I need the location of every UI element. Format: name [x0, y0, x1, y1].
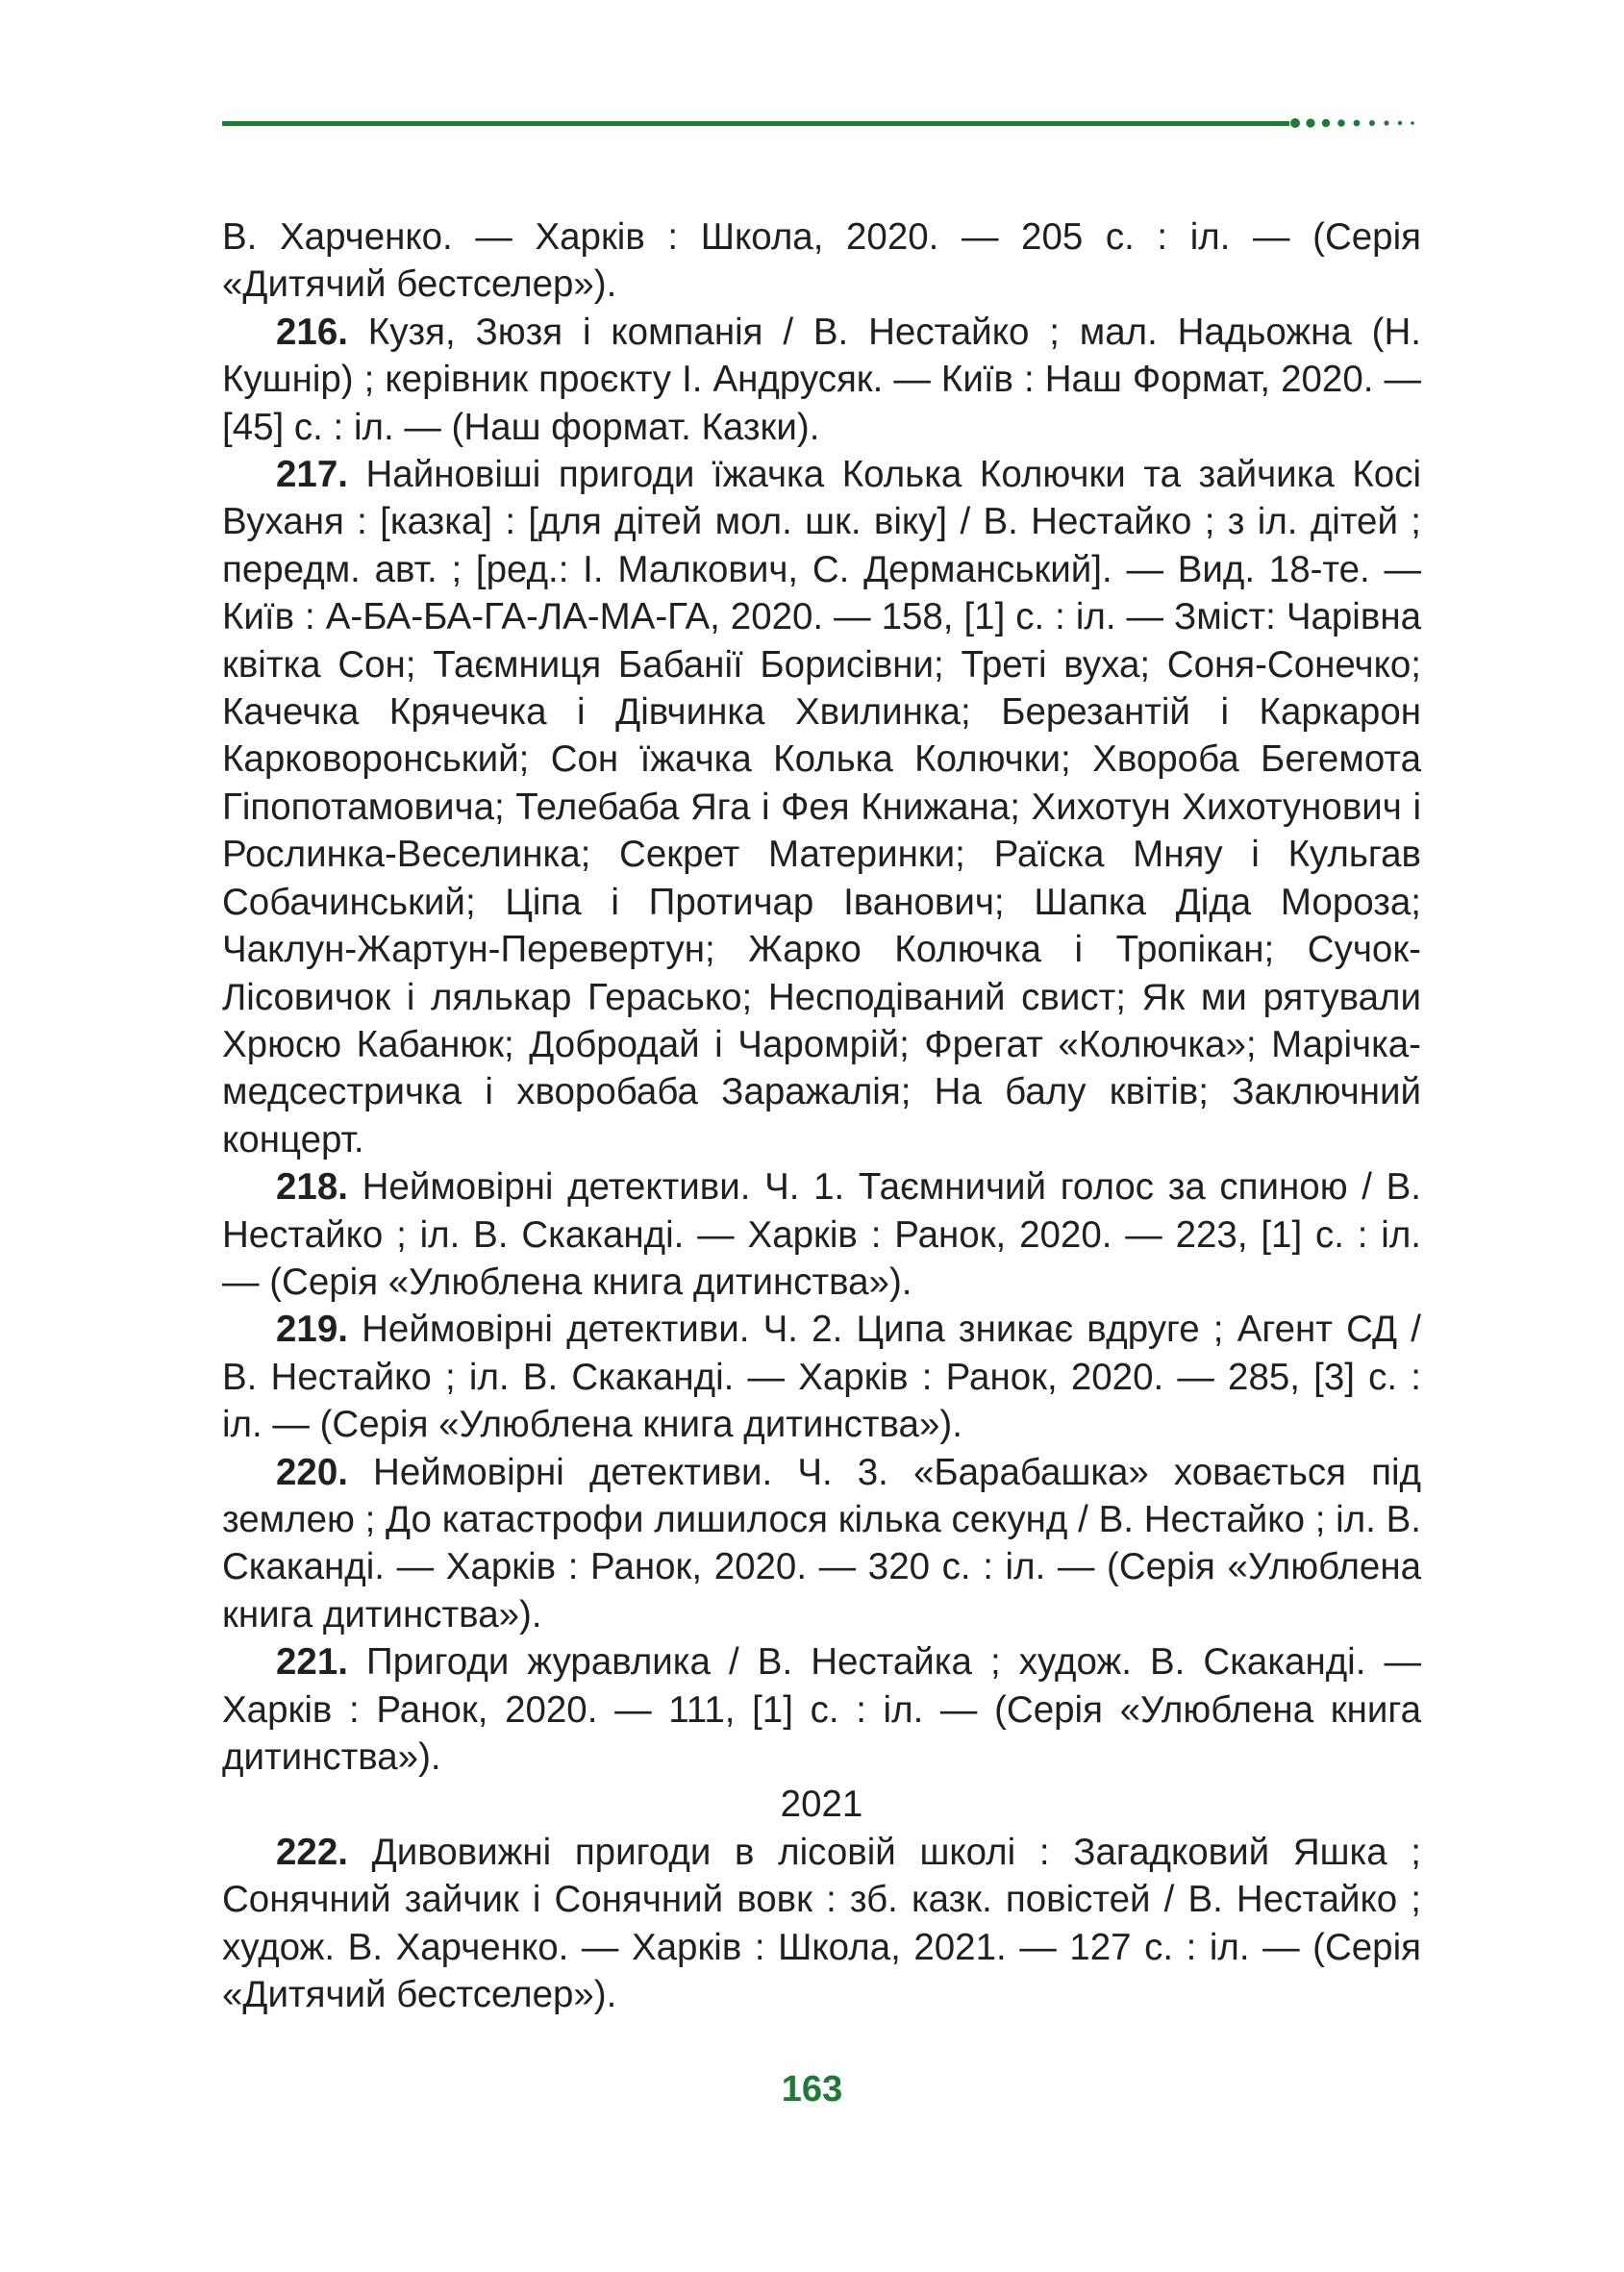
entry-number: 217.: [276, 454, 348, 496]
entry-number: 222.: [276, 1831, 348, 1873]
header-dot-ornament: [1289, 113, 1424, 133]
entry-text: Кузя, Зюзя і компанія / В. Нестайко ; мал. Надьожна (Н. Кушнір) ; керівник проєкту І. Андрусяк. — Київ : Наш Формат, 2020. — [45] с. : іл. — (Наш формат. Казки).: [222, 311, 1421, 448]
entry-number: 216.: [276, 311, 348, 353]
entry-number: 219.: [276, 1309, 348, 1351]
page-number: 163: [781, 2069, 843, 2110]
entry-221: [222, 1638, 1421, 1781]
entry-number: 221.: [276, 1641, 348, 1684]
entry-216: [222, 309, 1421, 451]
entry-218: [222, 1163, 1421, 1306]
entry-number: 220.: [276, 1451, 348, 1493]
entry-220: [222, 1449, 1421, 1639]
entry-222: [222, 1829, 1421, 2019]
entry-continuation: В. Харченко. — Харків : Школа, 2020. — 205 с. : іл. — (Серія «Дитячий бестселер»).: [222, 216, 1421, 306]
entry-219: [222, 1306, 1421, 1448]
entry-number: 218.: [276, 1166, 348, 1209]
bibliography-content: [222, 213, 1421, 2018]
entry-text: Неймовірні детективи. Ч. 2. Ципа зникає вдруге ; Агент СД / В. Нестайко ; іл. В. Скаканді. — Харків : Ранок, 2020. — 285, [3] с. : іл. — (Серія «Улюблена книга дитинства»).: [222, 1309, 1421, 1446]
entry-text: Дивовижні пригоди в лісовій школі : Загадковий Яшка ; Сонячний зайчик і Сонячний вовк : зб. казк. повістей / В. Нестайко ; худож. В. Харченко. — Харків : Школа, 2021. — 127 с. : іл. — (Серія «Дитячий бестселер»).: [222, 1831, 1421, 2016]
entry-217: [222, 451, 1421, 1163]
entry-text: Пригоди журавлика / В. Нестайка ; худож. В. Скаканді. — Харків : Ранок, 2020. — 111, [1] с. : іл. — (Серія «Улюблена книга дитинства»).: [222, 1641, 1421, 1778]
year-heading: 2021: [780, 1784, 863, 1826]
entry-text: Неймовірні детективи. Ч. 1. Таємничий голос за спиною / В. Нестайко ; іл. В. Скаканді. — Харків : Ранок, 2020. — 223, [1] с. : іл. — (Серія «Улюблена книга дитинства»).: [222, 1166, 1421, 1303]
entry-text: Найновіші пригоди їжачка Колька Колючки та зайчика Косі Вуханя : [казка] : [для дітей мол. шк. віку] / В. Нестайко ; з іл. дітей ; передм. авт. ; [ред.: І. Малкович, С. Дерманський]. — Вид. 18-те. — Київ : А-БА-БА-ГА-ЛА-МА-ГА, 2020. — 158, [1] с. : іл. — Зміст: Чарівна квітка Сон; Таємниця Бабанії Борисівни; Треті вуха; Соня-Сонечко; Качечка Крячечка і Дівчинка Хвилинка; Березантій і Каркарон Карковоронський; Сон їжачка Колька Колючки; Хвороба Бегемота Гіпопотамовича; Телебаба Яга і Фея Книжана; Хихотун Хихотунович і Рослинка-Веселинка; Секрет Материнки; Раїска Мняу і Кульгав Собачинський; Ціпа і Протичар Іванович; Шапка Діда Мороза; Чаклун-Жартун-Перевертун; Жарко Колючка і Тропікан; Сучок-Лісовичок і лялькар Герасько; Несподіваний свист; Як ми рятували Хрюсю Кабанюк; Добродай і Чаромрій; Фрегат «Колючка»; Марічка-медсестричка і хворобаба Заражалія; На балу квітів; Заключний концерт.: [222, 454, 1421, 1161]
entry-text: Неймовірні детективи. Ч. 3. «Барабашка» ховається під землею ; До катастрофи лишилося кілька секунд / В. Нестайко ; іл. В. Скаканді. — Харків : Ранок, 2020. — 320 с. : іл. — (Серія «Улюблена книга дитинства»).: [222, 1451, 1421, 1635]
header-rule: [222, 121, 1289, 126]
